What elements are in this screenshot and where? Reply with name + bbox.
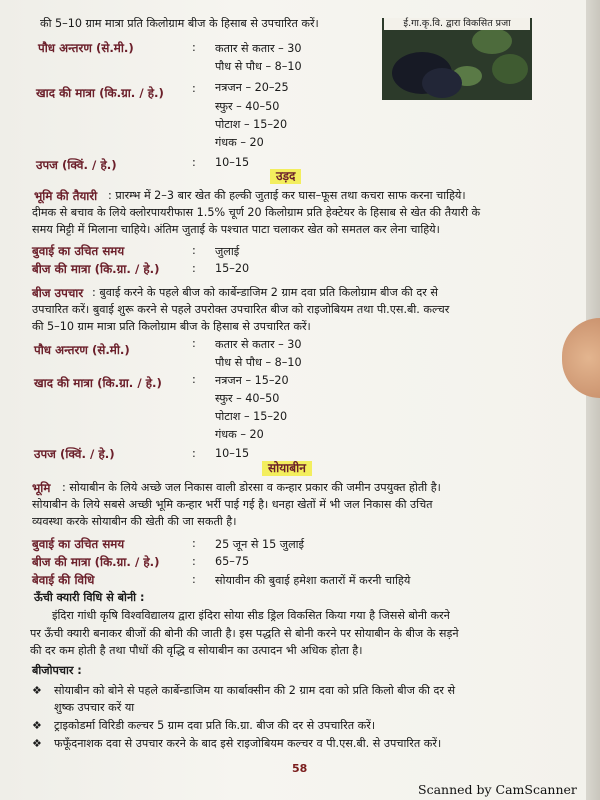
spacing-label-1: पौध अन्तरण (से.मी.) <box>38 41 134 55</box>
land-text: : सोयाबीन के लिये अच्छे जल निकास वाली डोरसा व कन्हार प्रकार की जमीन उपयुक्त होती है। <box>62 481 441 494</box>
photo-caption: ई.गा.कृ.वि. द्वारा विकसित प्रजा <box>384 18 530 30</box>
colon: : <box>192 537 196 550</box>
colon: : <box>192 262 196 275</box>
seed-rate-label: बीज की मात्रा (कि.ग्रा. / हे.) <box>32 555 160 569</box>
bullet-icon: ❖ <box>32 684 42 697</box>
spacing-value: पौध से पौध – 8–10 <box>215 60 302 73</box>
fert-value: गंधक – 20 <box>215 136 264 149</box>
seed-treatment-text: उपचारित करें। बुवाई शुरू करने से पहले उपरोक्त उपचारित बीज को राइजोबियम तथा पी.एस.बी. कल्चर <box>32 303 450 316</box>
ridge-method-label: ऊँची क्यारी विधि से बोनी : <box>34 591 145 604</box>
section-heading-urad: उड़द <box>270 169 301 184</box>
fert-label-2: खाद की मात्रा (कि.ग्रा. / हे.) <box>34 376 162 390</box>
seed-treatment-label-2: बीजोपचार : <box>32 664 82 677</box>
seed-rate-value: 65–75 <box>215 555 250 568</box>
fert-label-1: खाद की मात्रा (कि.ग्रा. / हे.) <box>36 86 164 100</box>
thumb-photo <box>562 318 600 398</box>
land-text: सोयाबीन के लिये सबसे अच्छी भूमि कन्हार भर्री पाई गई है। धनहा खेतों में भी जल निकास की उचित <box>32 498 433 511</box>
bullet-icon: ❖ <box>32 737 42 750</box>
fert-value: स्फुर – 40–50 <box>215 100 280 113</box>
land-prep-label: भूमि की तैयारी <box>34 189 98 203</box>
land-text: व्यवस्था करके सोयाबीन की खेती की जा सकती है। <box>32 515 237 528</box>
yield-label-1: उपज (क्विं. / हे.) <box>36 158 117 172</box>
scanner-watermark: Scanned by CamScanner <box>418 782 577 797</box>
yield-value: 10–15 <box>215 447 250 460</box>
colon: : <box>192 573 196 586</box>
fert-value: नत्रजन – 15–20 <box>215 374 289 387</box>
fert-value: नत्रजन – 20–25 <box>215 81 289 94</box>
colon: : <box>192 373 196 386</box>
colon: : <box>192 447 196 460</box>
spacing-value: पौध से पौध – 8–10 <box>215 356 302 369</box>
yield-value: 10–15 <box>215 156 250 169</box>
bullet-text: ट्राइकोडर्मा विरिडी कल्चर 5 ग्राम दवा प्रति कि.ग्रा. बीज की दर से उपचारित करें। <box>54 719 376 732</box>
seed-treatment-label: बीज उपचार <box>32 286 84 300</box>
spacing-label-2: पौध अन्तरण (से.मी.) <box>34 343 130 357</box>
ridge-text: पर ऊँची क्यारी बनाकर बीजों की बोनी की जाती है। इस पद्धति से बोनी करने पर सोयाबीन के बीज के सड़ने <box>30 627 459 640</box>
bullet-text: सोयाबीन को बोने से पहले कार्बेन्डाजिम या कार्बाक्सीन की 2 ग्राम दवा को प्रति किलो बीज की दर से <box>54 684 456 697</box>
bullet-text: शुष्क उपचार करें या <box>54 701 135 714</box>
colon: : <box>192 555 196 568</box>
land-label: भूमि <box>32 481 51 495</box>
spacing-value: कतार से कतार – 30 <box>215 42 302 55</box>
land-prep-text: दीमक से बचाव के लिये क्लोरपायरीफास 1.5% चूर्ण 20 किलोग्राम प्रति हेक्टेयर के हिसाब से खेत की तैयारी के <box>32 206 481 219</box>
colon: : <box>192 156 196 169</box>
yield-label-2: उपज (क्विं. / हे.) <box>34 447 115 461</box>
colon: : <box>192 82 196 95</box>
bullet-icon: ❖ <box>32 719 42 732</box>
sowing-method-label: बेवाई की विधि <box>32 573 95 587</box>
seed-treatment-text: : बुवाई करने के पहले बीज को कार्बेन्डाजिम 2 ग्राम दवा प्रति किलोग्राम बीज की दर से <box>92 286 438 299</box>
seed-rate-label: बीज की मात्रा (कि.ग्रा. / हे.) <box>32 262 160 276</box>
colon: : <box>192 337 196 350</box>
sowing-time-value: 25 जून से 15 जुलाई <box>215 538 305 551</box>
seed-photo <box>382 18 532 100</box>
continuation-line: की 5–10 ग्राम मात्रा प्रति किलोग्राम बीज के हिसाब से उपचारित करें। <box>40 17 319 30</box>
fert-value: गंधक – 20 <box>215 428 264 441</box>
sowing-time-value: जुलाई <box>215 245 240 258</box>
sowing-method-value: सोयावीन की बुवाई हमेशा कतारों में करनी चाहिये <box>215 574 411 587</box>
sowing-time-label: बुवाई का उचित समय <box>32 537 125 551</box>
ridge-text: इंदिरा गांधी कृषि विश्वविद्यालय द्वारा इंदिरा सोया सीड ड्रिल विकसित किया गया है जिससे बोनी करने <box>52 609 450 622</box>
land-prep-text: : प्रारम्भ में 2–3 बार खेत की हल्की जुताई कर घास–फूस तथा कचरा साफ करना चाहिये। <box>108 189 466 202</box>
seed-rate-value: 15–20 <box>215 262 250 275</box>
section-heading-soybean: सोयाबीन <box>262 461 312 476</box>
colon: : <box>192 244 196 257</box>
sowing-time-label: बुवाई का उचित समय <box>32 244 125 258</box>
seed-treatment-text: की 5–10 ग्राम मात्रा प्रति किलोग्राम बीज के हिसाब से उपचारित करें। <box>32 320 311 333</box>
fert-value: पोटाश – 15–20 <box>215 410 288 423</box>
bullet-text: फफूँदनाशक दवा से उपचार करने के बाद इसे राइजोबियम कल्चर व पी.एस.बी. से उपचारित करें। <box>54 737 442 750</box>
colon: : <box>192 41 196 54</box>
fert-value: पोटाश – 15–20 <box>215 118 288 131</box>
spacing-value: कतार से कतार – 30 <box>215 338 302 351</box>
page-number: 58 <box>292 762 308 775</box>
land-prep-text: समय मिट्टी में मिलाना चाहिये। अंतिम जुताई के पश्चात पाटा चलाकर खेत को समतल कर लेना चाहिये। <box>32 223 440 236</box>
ridge-text: की दर कम होती है तथा पौधों की वृद्धि व सोयाबीन का उत्पादन भी अधिक होता है। <box>30 644 363 657</box>
fert-value: स्फुर – 40–50 <box>215 392 280 405</box>
page-edge <box>586 0 600 800</box>
